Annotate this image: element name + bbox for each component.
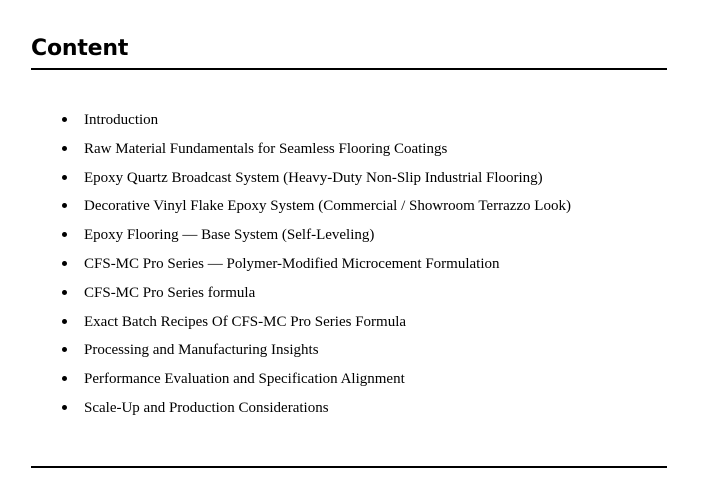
bullet-icon — [62, 290, 67, 295]
list-item[interactable] — [60, 398, 670, 427]
list-item-label: Epoxy Flooring — Base System (Self-Leveling) — [84, 227, 375, 244]
title-divider-top — [31, 68, 667, 70]
list-item[interactable] — [60, 168, 670, 197]
list-item-label: Exact Batch Recipes Of CFS-MC Pro Series Formula — [84, 313, 407, 330]
list-item[interactable] — [60, 110, 670, 139]
list-item-label: Introduction — [84, 112, 159, 128]
list-item[interactable] — [60, 340, 670, 369]
bullet-icon — [62, 117, 67, 122]
list-item[interactable] — [60, 196, 670, 225]
footer-divider-bottom — [31, 466, 667, 468]
bullet-icon — [62, 376, 67, 381]
bullet-icon — [62, 319, 67, 324]
list-item-label: Decorative Vinyl Flake Epoxy System (Commercial / Showroom Terrazzo Look) — [84, 198, 571, 215]
list-item[interactable] — [60, 139, 670, 168]
page-title: Content — [31, 36, 129, 61]
bullet-icon — [62, 405, 67, 410]
bullet-icon — [62, 261, 67, 266]
list-item[interactable] — [60, 225, 670, 254]
bullet-icon — [62, 232, 67, 237]
content-outline-list — [60, 110, 670, 427]
list-item[interactable] — [60, 283, 670, 312]
bullet-icon — [62, 347, 67, 352]
list-item-label: Raw Material Fundamentals for Seamless Flooring Coatings — [84, 140, 448, 157]
list-item[interactable] — [60, 369, 670, 398]
list-item[interactable] — [60, 312, 670, 341]
list-item[interactable] — [60, 254, 670, 283]
bullet-icon — [62, 146, 67, 151]
list-item-label: CFS-MC Pro Series — Polymer-Modified Microcement Formulation — [84, 255, 500, 272]
list-item-label: Scale-Up and Production Considerations — [84, 399, 329, 416]
bullet-icon — [62, 175, 67, 180]
list-item-label: Epoxy Quartz Broadcast System (Heavy-Duty Non-Slip Industrial Flooring) — [84, 169, 543, 186]
list-item-label: Performance Evaluation and Specification Alignment — [84, 371, 405, 388]
list-item-label: Processing and Manufacturing Insights — [84, 342, 319, 359]
list-item-label: CFS-MC Pro Series formula — [84, 284, 256, 301]
bullet-icon — [62, 203, 67, 208]
